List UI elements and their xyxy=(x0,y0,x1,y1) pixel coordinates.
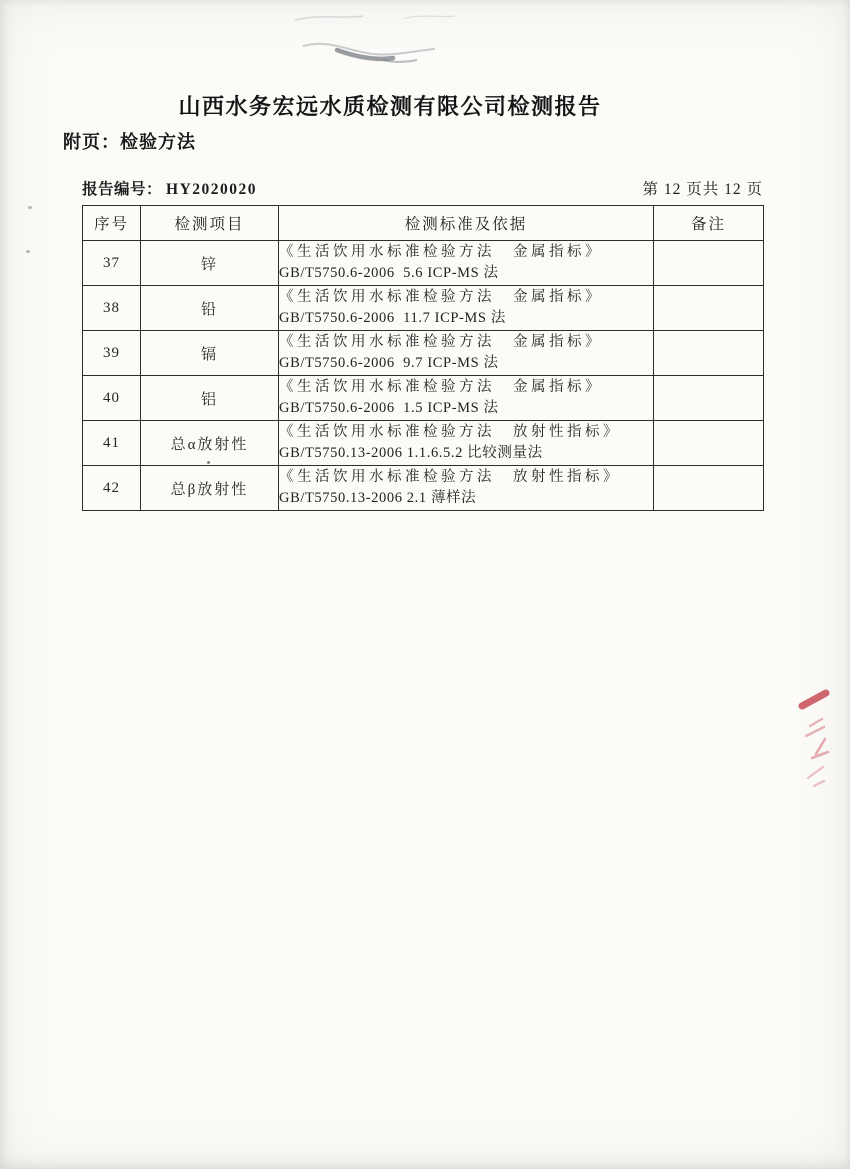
report-number-value: HY2020020 xyxy=(166,181,258,198)
row-no: 38 xyxy=(83,286,141,331)
table-header-row xyxy=(83,206,764,241)
header-no: 序号 xyxy=(83,206,141,241)
row-item: 锌 xyxy=(141,241,279,286)
row-remark xyxy=(654,466,764,511)
standard-line1: 《生活饮用水标准检验方法 放射性指标》 xyxy=(279,469,621,485)
table-row xyxy=(83,376,764,421)
row-no: 40 xyxy=(83,376,141,421)
table-row xyxy=(83,421,764,466)
row-item: 总β放射性 xyxy=(141,466,279,511)
row-no: 42 xyxy=(83,466,141,511)
standard-line1: 《生活饮用水标准检验方法 金属指标》 xyxy=(279,379,603,395)
header-remark: 备注 xyxy=(654,206,764,241)
row-standard xyxy=(279,286,654,331)
scan-speck xyxy=(26,249,31,253)
table-row xyxy=(83,241,764,286)
row-standard xyxy=(279,241,654,286)
row-standard xyxy=(279,421,654,466)
standard-line2: GB/T5750.6-2006 9.7 ICP-MS 法 xyxy=(279,355,499,371)
row-standard xyxy=(279,376,654,421)
standard-line1: 《生活饮用水标准检验方法 放射性指标》 xyxy=(279,424,621,440)
row-item: 总α放射性 xyxy=(141,421,279,466)
row-remark xyxy=(654,376,764,421)
header-standard: 检测标准及依据 xyxy=(279,206,654,241)
standard-line2: GB/T5750.13-2006 2.1 薄样法 xyxy=(279,490,477,506)
page-indicator: 第 12 页共 12 页 xyxy=(642,181,763,198)
row-item: 铝 xyxy=(141,376,279,421)
table-row xyxy=(83,331,764,376)
row-no: 39 xyxy=(83,331,141,376)
standard-line2: GB/T5750.6-2006 5.6 ICP-MS 法 xyxy=(279,265,499,281)
scan-speck xyxy=(28,206,32,209)
standard-line2: GB/T5750.6-2006 1.5 ICP-MS 法 xyxy=(279,400,499,416)
section-label: 附页：检验方法 xyxy=(63,132,196,152)
standard-line2: GB/T5750.13-2006 1.1.6.5.2 比较测量法 xyxy=(279,445,543,461)
report-title: 山西水务宏远水质检测有限公司检测报告 xyxy=(178,94,602,119)
row-remark xyxy=(654,241,764,286)
row-item: 铅 xyxy=(141,286,279,331)
standard-line1: 《生活饮用水标准检验方法 金属指标》 xyxy=(279,334,603,350)
row-standard xyxy=(279,331,654,376)
standard-line1: 《生活饮用水标准检验方法 金属指标》 xyxy=(279,289,603,305)
methods-table xyxy=(82,205,764,511)
report-number-label: 报告编号： xyxy=(82,181,163,198)
row-no: 37 xyxy=(83,241,141,286)
row-remark xyxy=(654,286,764,331)
row-remark xyxy=(654,331,764,376)
red-stamp-fragment xyxy=(794,686,842,801)
row-remark xyxy=(654,421,764,466)
standard-line1: 《生活饮用水标准检验方法 金属指标》 xyxy=(279,244,603,260)
row-item: 镉 xyxy=(141,331,279,376)
standard-line2: GB/T5750.6-2006 11.7 ICP-MS 法 xyxy=(279,310,506,326)
scan-smudge-artifact xyxy=(285,10,465,70)
row-no: 41 xyxy=(83,421,141,466)
report-number xyxy=(82,177,257,199)
header-item: 检测项目 xyxy=(141,206,279,241)
row-standard xyxy=(279,466,654,511)
table-row xyxy=(83,286,764,331)
meta-row xyxy=(82,177,763,199)
table-row xyxy=(83,466,764,511)
